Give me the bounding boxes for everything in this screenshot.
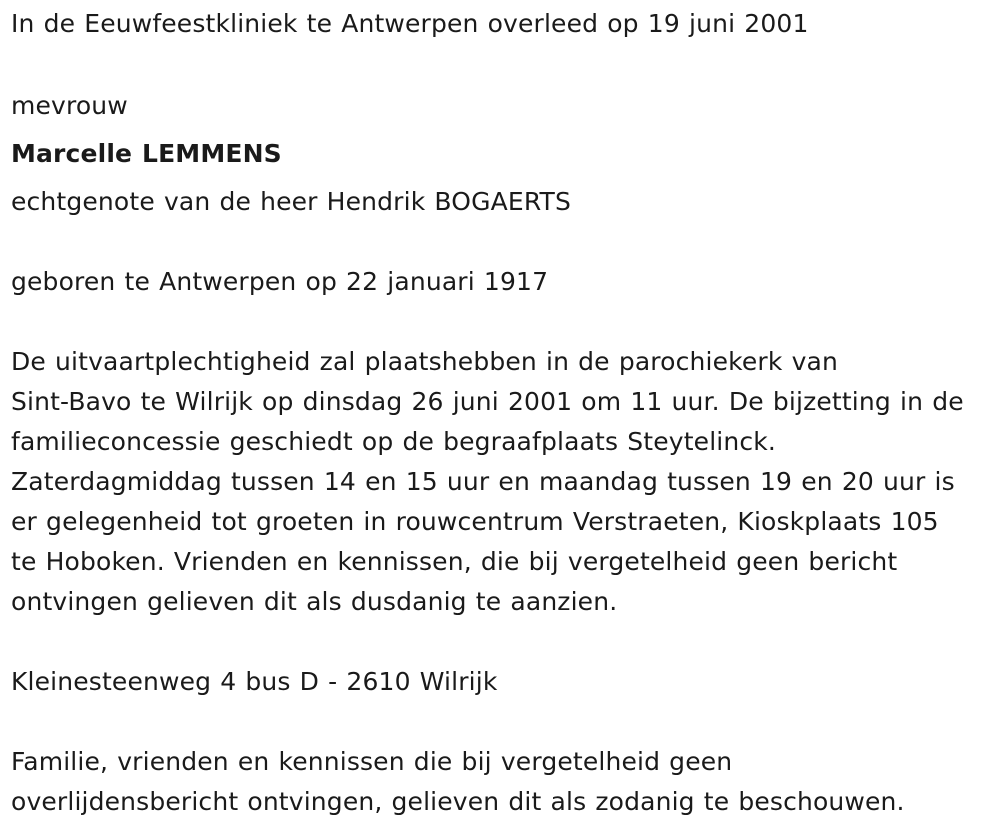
funeral-line: familieconcessie geschiedt op de begraafplaats Steytelinck. [11, 427, 776, 456]
spouse-line: echtgenote van de heer Hendrik BOGAERTS [11, 187, 571, 216]
salutation: mevrouw [11, 91, 128, 120]
funeral-line: Zaterdagmiddag tussen 14 en 15 uur en maandag tussen 19 en 20 uur is [11, 467, 955, 496]
funeral-line: De uitvaartplechtigheid zal plaatshebben in de parochiekerk van [11, 347, 838, 376]
address-line: Kleinesteenweg 4 bus D - 2610 Wilrijk [11, 667, 498, 696]
funeral-line: Sint-Bavo te Wilrijk op dinsdag 26 juni 2001 om 11 uur. De bijzetting in de [11, 387, 964, 416]
funeral-line: te Hoboken. Vrienden en kennissen, die bij vergetelheid geen bericht [11, 547, 898, 576]
birth-line: geboren te Antwerpen op 22 januari 1917 [11, 267, 549, 296]
death-announcement: In de Eeuwfeestkliniek te Antwerpen overleed op 19 juni 2001 [11, 9, 809, 38]
funeral-line: er gelegenheid tot groeten in rouwcentrum Verstraeten, Kioskplaats 105 [11, 507, 939, 536]
closing-line: overlijdensbericht ontvingen, gelieven dit als zodanig te beschouwen. [11, 787, 905, 816]
closing-line: Familie, vrienden en kennissen die bij vergetelheid geen [11, 747, 733, 776]
funeral-line: ontvingen gelieven dit als dusdanig te aanzien. [11, 587, 618, 616]
deceased-name: Marcelle LEMMENS [11, 139, 282, 168]
